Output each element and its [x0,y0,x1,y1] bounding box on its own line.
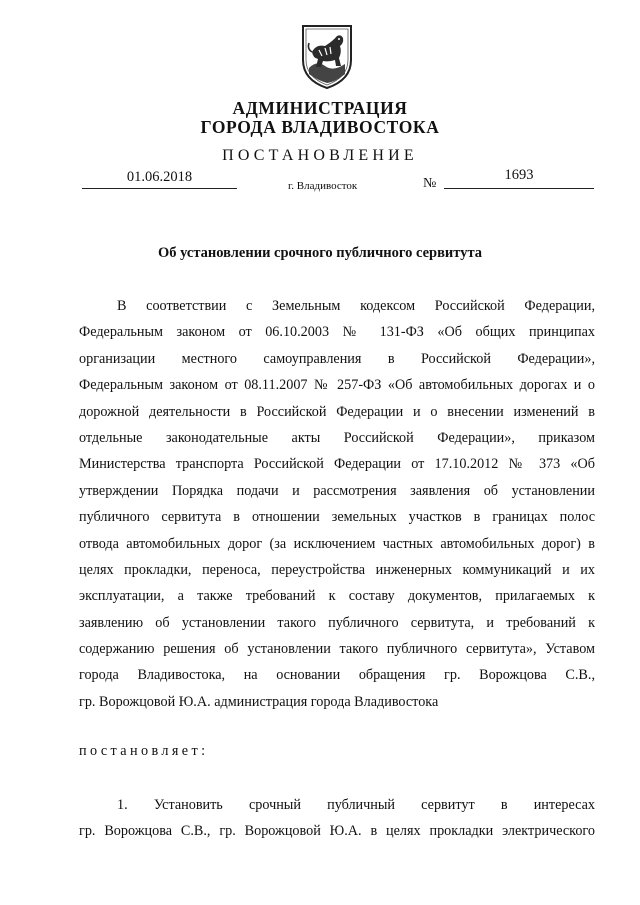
org-name-line-2: ГОРОДА ВЛАДИВОСТОКА [200,117,440,137]
number-underline [444,188,594,189]
document-number: 1693 [504,167,534,183]
decree-word: постановляет: [79,743,209,759]
coat-of-arms-icon [299,22,355,90]
preamble-line: утверждении Порядка подачи и рассмотрения заявления об установлении [79,482,595,499]
decree-item-1 [79,792,595,845]
document-subject: Об установлении срочного публичного сервитута [157,245,483,261]
preamble-line: Федеральным законом от 08.11.2007 № 257-ФЗ «Об автомобильных дорогах и о [79,377,595,394]
preamble-line: эксплуатации, а также требований к составу документов, прилагаемых к [79,588,595,605]
preamble-line: отдельные законодательные акты Российской Федерации», приказом [79,429,595,446]
preamble-line: организации местного самоуправления в Российской Федерации», [79,350,595,367]
item-line: 1. Установить срочный публичный сервитут в интересах [117,797,595,813]
preamble-line: В соответствии с Земельным кодексом Российской Федерации, [117,298,595,314]
preamble-line: Министерства транспорта Российской Федерации от 17.10.2012 № 373 «Об [79,456,595,473]
preamble-line: публичного сервитута в отношении земельных участков в границах полос [79,509,595,526]
preamble-line: Федеральным законом от 06.10.2003 № 131-ФЗ «Об общих принципах [79,324,595,341]
preamble-line: целях прокладки, переноса, переустройства инженерных коммуникаций и их [79,561,595,578]
item-line: гр. Ворожцова С.В., гр. Ворожцовой Ю.А. в целях прокладки электрического [79,823,595,840]
document-type: ПОСТАНОВЛЕНИЕ [222,147,418,164]
preamble-line: заявлению об установлении такого публичного сервитута, и требований к [79,614,595,631]
preamble-line: гр. Ворожцовой Ю.А. администрация города Владивостока [79,693,439,710]
document-city: г. Владивосток [288,180,358,192]
preamble-line: дорожной деятельности в Российской Федерации и о внесении изменений в [79,403,595,420]
org-name-line-1: АДМИНИСТРАЦИЯ [232,98,408,118]
date-underline [82,188,237,189]
number-sign: № [423,176,437,191]
document-date: 01.06.2018 [126,169,193,185]
preamble-line: отвода автомобильных дорог (за исключением частных автомобильных дорог) в [79,535,595,552]
preamble-line: содержанию решения об установлении такого публичного сервитута», Уставом [79,641,595,658]
preamble-line: города Владивостока, на основании обращения гр. Ворожцова С.В., [79,667,595,684]
preamble-paragraph [79,293,595,715]
